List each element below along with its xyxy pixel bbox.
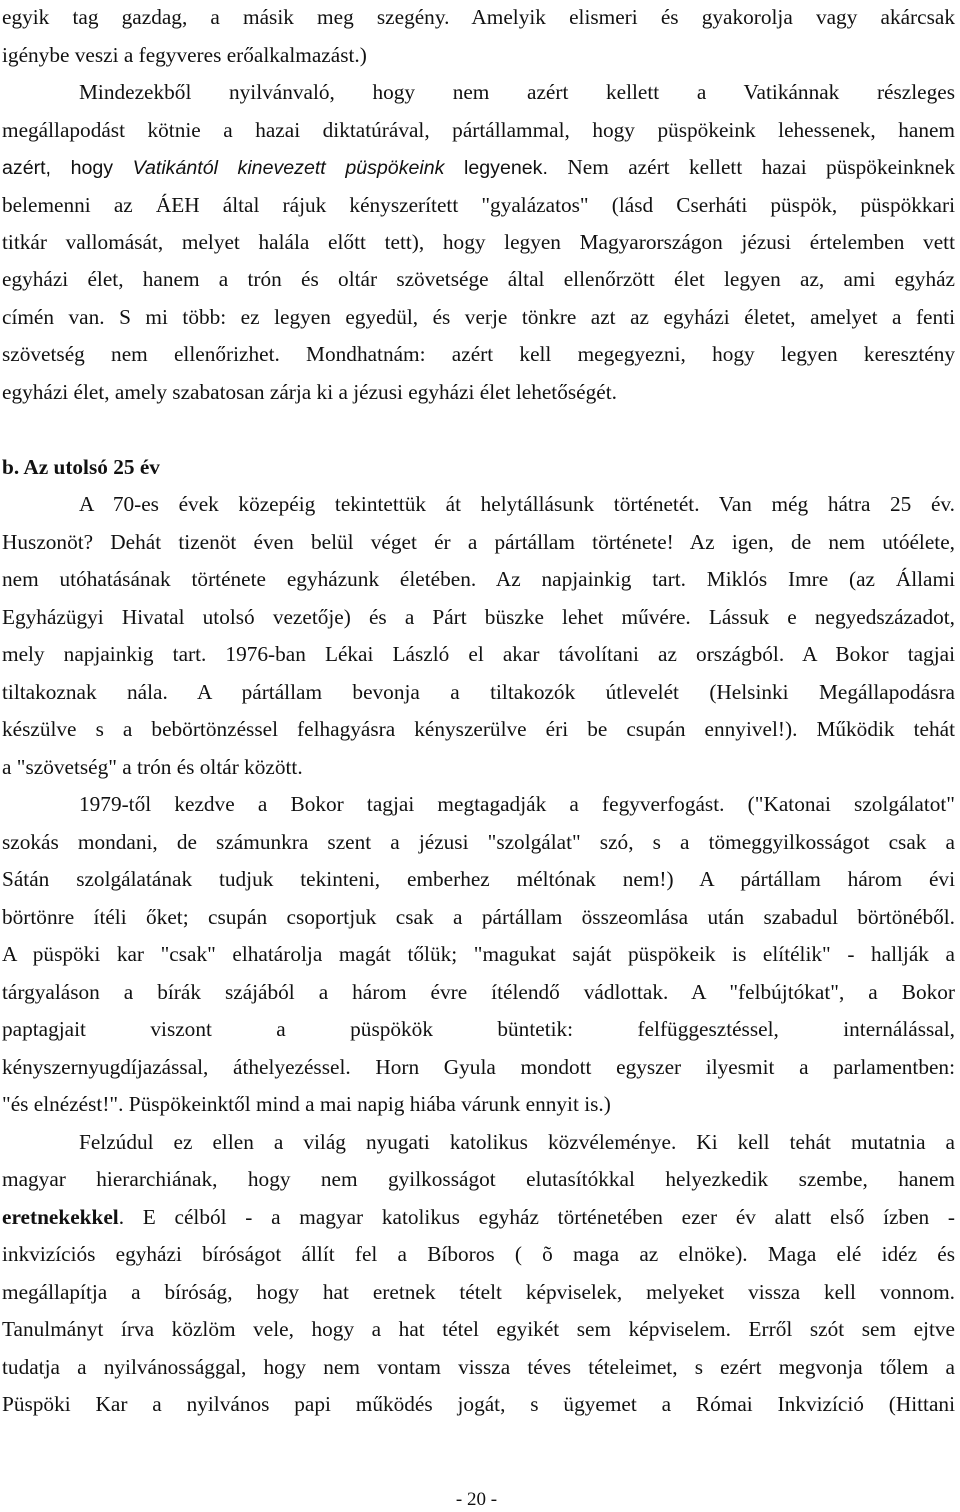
text-line: tudatja a nyilvánossággal, hogy nem vontam vissza téves tételeimet, s ezért megvonja tőlem a: [2, 1355, 955, 1379]
italic-span: Vatikántól kinevezett püspökeink: [132, 157, 445, 179]
text-line: nem utóhatásának története egyházunk életében. Az napjainkig tart. Miklós Imre (az Állami: [2, 567, 955, 591]
text-line: egyik tag gazdag, a másik meg szegény. Amelyik elismeri és gyakorolja vagy akárcsak: [2, 5, 955, 29]
text-line: magyar hierarchiának, hogy nem gyilkosságot elutasítókkal helyezkedik szembe, hanem: [2, 1167, 955, 1191]
text-line: igénybe veszi a fegyveres erőalkalmazást.): [2, 43, 367, 67]
text-span: azért, hogy: [2, 157, 133, 179]
text-line: Felzúdul ez ellen a világ nyugati katolikus közvéleménye. Ki kell tehát mutatnia a: [79, 1130, 955, 1154]
text-line: mely napjainkig tart. 1976-ban Lékai László el akar távolítani az országból. A Bokor tagjai: [2, 642, 955, 666]
text-line: Tanulmányt írva közlöm vele, hogy a hat tétel egyikét sem képviselem. Erről szót sem ejtve: [2, 1317, 955, 1341]
text-line: tárgyaláson a bírák szájából a három évre ítélendő vádlottak. A "felbújtókat", a Bokor: [2, 980, 955, 1004]
text-line: titkár vallomását, melyet halála előtt tett), hogy legyen Magyarországon jézusi értelemben vett: [2, 230, 955, 254]
text-line: [2, 1202, 955, 1232]
text-line: Mindezekből nyilvánvaló, hogy nem azért kellett a Vatikánnak részleges: [79, 80, 955, 104]
text-line: inkvizíciós egyházi bíróságot állít fel a Bíboros ( õ maga az elnöke). Maga elé idéz és: [2, 1242, 955, 1266]
page-number: - 20 -: [455, 1489, 498, 1510]
text-line: Sátán szolgálatának tudjuk tekinteni, emberhez méltónak nem!) A pártállam három évi: [2, 867, 955, 891]
text-line: Egyházügyi Hivatal utolsó vezetője) és a Párt büszke lehet művére. Lássuk e negyedszázadot,: [2, 605, 955, 629]
text-line: belemenni az ÁEH által rájuk kényszerített "gyalázatos" (lásd Cserháti püspök, püspökkari: [2, 193, 955, 217]
text-line: tiltakoznak nála. A pártállam bevonja a tiltakozók útlevelét (Helsinki Megállapodásra: [2, 680, 955, 704]
text-line: Püspöki Kar a nyilvános papi működés jogát, s ügyemet a Római Inkvizíció (Hittani: [2, 1392, 955, 1416]
text-line: A 70-es évek közepéig tekintettük át helytállásunk történetét. Van még hátra 25 év.: [79, 492, 955, 516]
section-heading: b. Az utolsó 25 év: [2, 455, 160, 479]
text-line: "és elnézést!". Püspökeinktől mind a mai napig hiába várunk ennyit is.): [2, 1092, 611, 1116]
text-line: a "szövetség" a trón és oltár között.: [2, 755, 303, 779]
text-line: készülve s a bebörtönzéssel felhagyásra kényszerülve éri be csupán ennyivel!). Működik tehát: [2, 717, 955, 741]
text-line: szokás mondani, de számunkra szent a jézusi "szolgálat" szó, s a tömeggyilkosságot csak a: [2, 830, 955, 854]
text-line: egyházi élet, amely szabatosan zárja ki a jézusi egyházi élet lehetőségét.: [2, 380, 617, 404]
text-line: egyházi élet, hanem a trón és oltár szövetsége által ellenőrzött élet legyen az, ami egyház: [2, 267, 955, 291]
text-line: [2, 152, 955, 182]
text-span: . E célból - a magyar katolikus egyház történetében ezer év alatt első ízben -: [118, 1205, 955, 1229]
text-line: megállapodást kötnie a hazai diktatúrával, pártállammal, hogy püspökeink lehessenek, hanem: [2, 118, 955, 142]
text-line: 1979-től kezdve a Bokor tagjai megtagadják a fegyverfogást. ("Katonai szolgálatot": [79, 792, 955, 816]
text-line: megállapítja a bíróság, hogy hat eretnek tételt képviselek, melyeket vissza kell vonnom.: [2, 1280, 955, 1304]
text-line: börtönre ítéli őket; csupán csoportjuk csak a pártállam összeomlása után szabadul börtönéből.: [2, 905, 955, 929]
text-line: A püspöki kar "csak" elhatárolja magát tőlük; "magukat saját püspökeik is elítélik" - hallják a: [2, 942, 955, 966]
text-line: címén van. S mi több: ez legyen egyedül, és verje tönkre azt az egyházi életet, amelyet a fenti: [2, 305, 955, 329]
text-span: Nem azért kellett hazai püspökeinknek: [567, 155, 956, 179]
text-line: paptagjait viszont a püspökök büntetik: felfüggesztéssel, internálással,: [2, 1017, 955, 1041]
text-line: kényszernyugdíjazással, áthelyezéssel. Horn Gyula mondott egyszer ilyesmit a parlamentben:: [2, 1055, 955, 1079]
text-span: legyenek.: [444, 157, 548, 179]
text-line: Huszonöt? Dehát tizenöt éven belül véget ér a pártállam története! Az igen, de nem utóélete,: [2, 530, 955, 554]
text-line: szövetség nem ellenőrizhet. Mondhatnám: azért kell megegyezni, hogy legyen keresztény: [2, 342, 955, 366]
bold-term: eretnekekkel: [2, 1205, 119, 1229]
